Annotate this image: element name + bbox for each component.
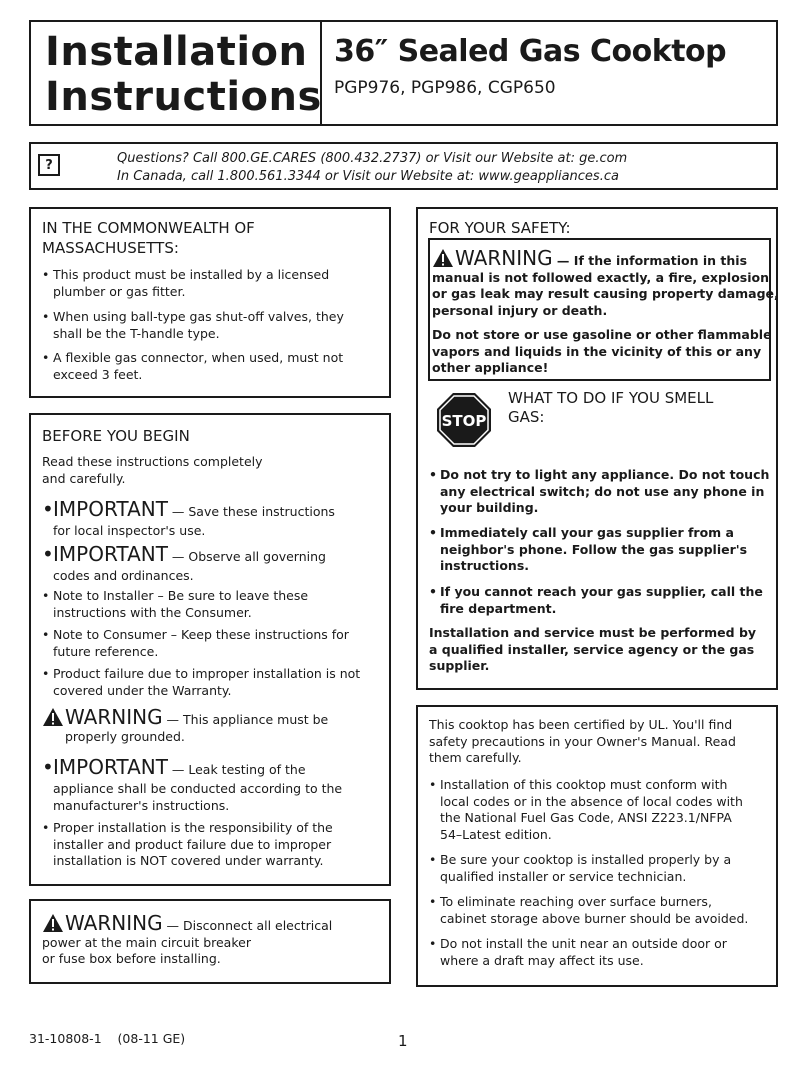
list-item: • Do not install the unit near an outside door or where a draft may affect its use.	[429, 936, 727, 969]
intro-text: Read these instructions completely and carefully.	[42, 454, 263, 486]
questions-box	[29, 142, 778, 190]
product-title: 36″ Sealed Gas Cooktop	[334, 34, 727, 69]
ul-intro: This cooktop has been certified by UL. You'll find safety precautions in your Owner's Manual. Read them carefully.	[429, 717, 736, 765]
list-item: • Installation of this cooktop must conform with local codes or in the absence of local codes with the National Fuel Gas Code, ANSI Z223.1/NFPA 54–Latest edition.	[429, 777, 743, 843]
header-left	[31, 22, 322, 124]
question-icon: ?	[38, 154, 60, 176]
warning-power-text: WARNING — Disconnect all electrical power at the main circuit breaker or fuse box before installing.	[42, 911, 333, 966]
warning-triangle-icon	[42, 707, 64, 727]
warning-inner-box	[428, 238, 779, 381]
smell-gas-title: WHAT TO DO IF YOU SMELL GAS:	[508, 389, 714, 426]
list-item: • IMPORTANT — Save these instructions for local inspector's use.	[42, 499, 335, 540]
closing-text: Installation and service must be performed by a qualified installer, service agency or the gas supplier.	[429, 625, 757, 673]
section-title: MASSACHUSETTS:	[42, 239, 179, 257]
section-title: BEFORE YOU BEGIN	[42, 427, 190, 445]
model-numbers: PGP976, PGP986, CGP650	[334, 78, 556, 98]
before-you-begin-box	[29, 413, 391, 886]
warning-ground: WARNING — This appliance must be properly grounded.	[42, 707, 328, 745]
doc-title-line2: Instructions	[45, 74, 322, 120]
warning-text: WARNING — If the information in this manual is not followed exactly, a fire, explosion or gas leak may result causing property damage, personal injury or death. Do not store or use gasoline or other flammable vapors and liquids in the vicinity of this or any other appliance!	[432, 246, 779, 375]
list-item: • If you cannot reach your gas supplier, call the fire department.	[429, 584, 763, 617]
header-box	[29, 20, 778, 126]
list-item: • When using ball-type gas shut-off valves, they shall be the T-handle type.	[42, 309, 344, 342]
doc-title-line1: Installation	[45, 29, 308, 75]
questions-line-us: Questions? Call 800.GE.CARES (800.432.2737) or Visit our Website at: ge.com	[117, 151, 628, 166]
list-item: • Immediately call your gas supplier from a neighbor's phone. Follow the gas supplier's instructions.	[429, 525, 747, 575]
warning-power-box	[29, 899, 391, 984]
list-item: • Note to Consumer – Keep these instructions for future reference.	[42, 627, 349, 660]
warning-triangle-icon	[42, 913, 64, 933]
questions-line-canada: In Canada, call 1.800.561.3344 or Visit our Website at: www.geappliances.ca	[117, 169, 619, 184]
list-item: • This product must be installed by a licensed plumber or gas fitter.	[42, 267, 329, 300]
list-item: • IMPORTANT — Leak testing of the appliance shall be conducted according to the manufacturer's instructions.	[42, 757, 342, 814]
warning-triangle-icon	[432, 248, 454, 268]
document-code: 31-10808-1 (08-11 GE)	[29, 1031, 186, 1046]
list-item: • Do not try to light any appliance. Do not touch any electrical switch; do not use any phone in your building.	[429, 467, 769, 517]
safety-box	[416, 207, 778, 690]
section-title: FOR YOUR SAFETY:	[429, 219, 571, 237]
svg-text:STOP: STOP	[441, 412, 487, 430]
list-item: • Product failure due to improper installation is not covered under the Warranty.	[42, 666, 360, 699]
stop-sign-icon	[436, 392, 492, 448]
section-title: IN THE COMMONWEALTH OF	[42, 219, 255, 237]
massachusetts-box	[29, 207, 391, 398]
list-item: • To eliminate reaching over surface burners, cabinet storage above burner should be avoided.	[429, 894, 748, 927]
list-item: • Be sure your cooktop is installed properly by a qualified installer or service technician.	[429, 852, 731, 885]
list-item: • Proper installation is the responsibility of the installer and product failure due to improper installation is NOT covered under warranty.	[42, 820, 333, 870]
list-item: • IMPORTANT — Observe all governing codes and ordinances.	[42, 544, 326, 585]
list-item: • Note to Installer – Be sure to leave these instructions with the Consumer.	[42, 588, 308, 621]
ul-certification-box	[416, 705, 778, 987]
page-number: 1	[398, 1032, 408, 1050]
list-item: • A flexible gas connector, when used, must not exceed 3 feet.	[42, 350, 343, 383]
